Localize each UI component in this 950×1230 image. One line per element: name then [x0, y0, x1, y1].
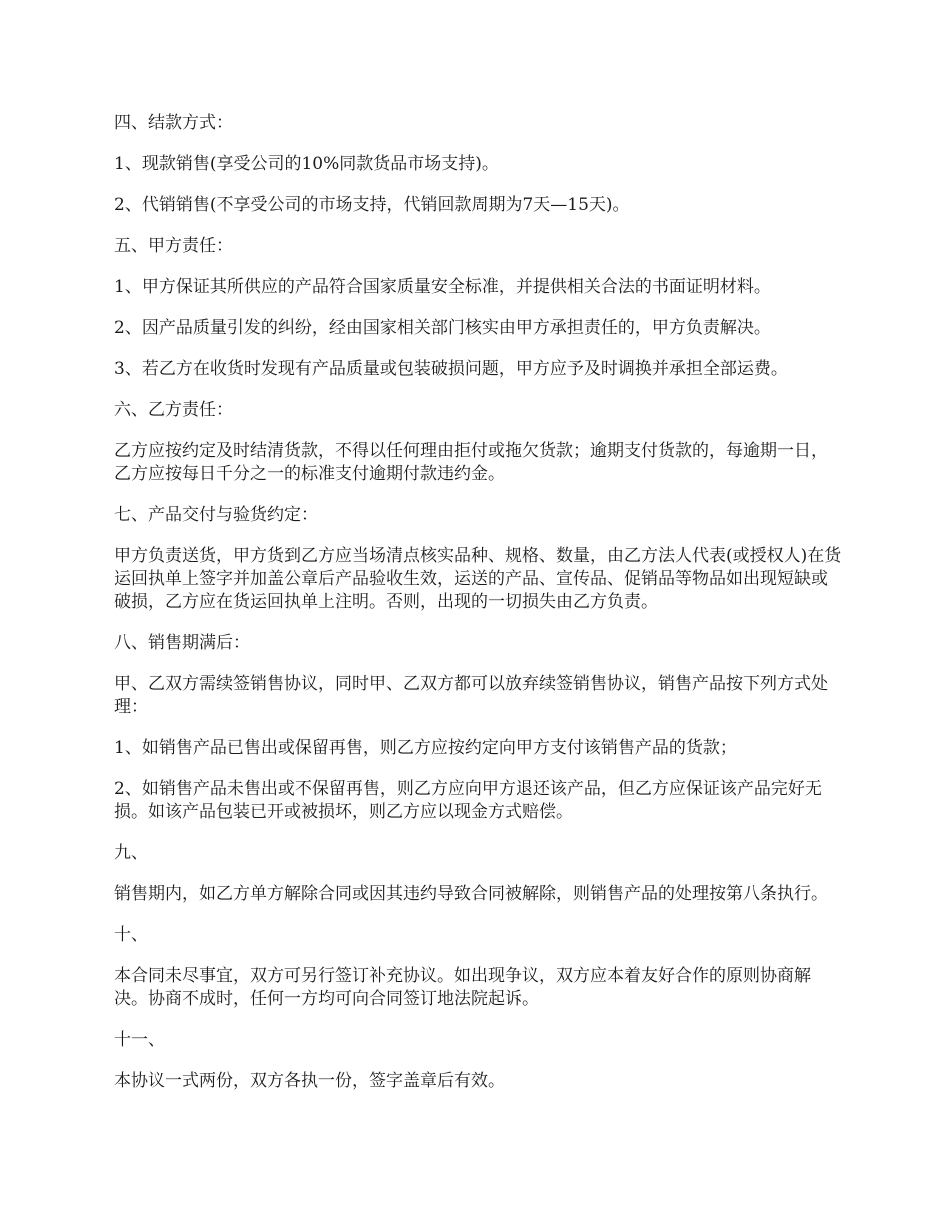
paragraph-consignment-sales: 2、代销销售(不享受公司的市场支持，代销回款周期为7天—15天)。: [114, 195, 630, 215]
heading-section-10: 十、: [114, 925, 148, 945]
paragraph-cash-sales: 1、现款销售(享受公司的10%同款货品市场支持)。: [114, 154, 499, 174]
paragraph-party-a-duty-3: 3、若乙方在收货时发现有产品质量或包装破损问题，甲方应予及时调换并承担全部运费。: [114, 359, 788, 379]
heading-section-9: 九、: [114, 843, 148, 863]
paragraph-termination: 销售期内，如乙方单方解除合同或因其违约导致合同被解除，则销售产品的处理按第八条执行。: [114, 884, 828, 904]
paragraph-sold-products: 1、如销售产品已售出或保留再售，则乙方应按约定向甲方支付该销售产品的货款；: [114, 738, 737, 758]
paragraph-copies: 本协议一式两份，双方各执一份，签字盖章后有效。: [114, 1071, 505, 1091]
document-body: [114, 112, 844, 1111]
heading-delivery-inspection: 七、产品交付与验货约定：: [114, 505, 318, 525]
paragraph-unsold-products: 2、如销售产品未售出或不保留再售，则乙方应向甲方退还该产品，但乙方应保证该产品完好无损。如该产品包装已开或被损坏，则乙方应以现金方式赔偿。: [114, 779, 822, 822]
paragraph-delivery-inspection: 甲方负责送货，甲方货到乙方应当场清点核实品种、规格、数量，由乙方法人代表(或授权人)在货运回执单上签字并加盖公章后产品验收生效，运送的产品、宣传品、促销品等物品如出现短缺或破损，乙方应在货运回执单上注明。否则，出现的一切损失由乙方负责。: [114, 546, 842, 612]
paragraph-disputes: 本合同未尽事宜，双方可另行签订补充协议。如出现争议，双方应本着友好合作的原则协商解决。协商不成时，任何一方均可向合同签订地法院起诉。: [114, 966, 811, 1009]
paragraph-party-a-duty-2: 2、因产品质量引发的纠纷，经由国家相关部门核实由甲方承担责任的，甲方负责解决。: [114, 318, 771, 338]
heading-party-a-duties: 五、甲方责任：: [114, 236, 233, 256]
heading-section-11: 十一、: [114, 1030, 165, 1050]
paragraph-party-a-duty-1: 1、甲方保证其所供应的产品符合国家质量安全标准，并提供相关合法的书面证明材料。: [114, 277, 771, 297]
heading-party-b-duties: 六、乙方责任：: [114, 400, 233, 420]
heading-payment-method: 四、结款方式：: [114, 113, 233, 133]
paragraph-renewal: 甲、乙双方需续签销售协议，同时甲、乙双方都可以放弃续签销售协议，销售产品按下列方式处理：: [114, 674, 828, 717]
paragraph-party-b-duty: 乙方应按约定及时结清货款，不得以任何理由拒付或拖欠货款；逾期支付货款的，每逾期一日，乙方应按每日千分之一的标准支付逾期付款违约金。: [114, 441, 828, 484]
heading-after-sales-period: 八、销售期满后：: [114, 633, 250, 653]
